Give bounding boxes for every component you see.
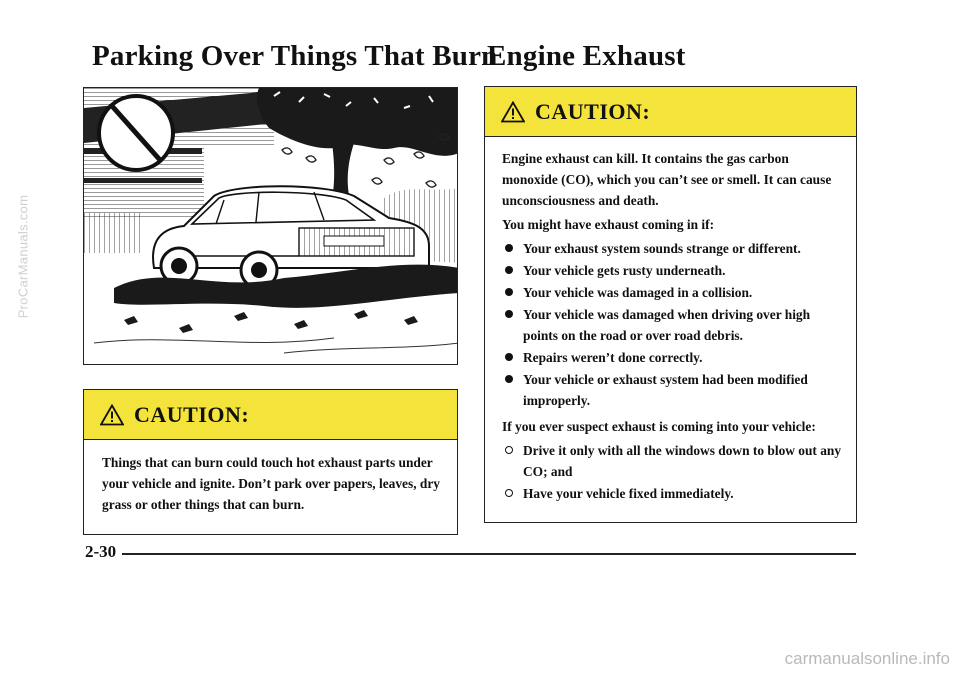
section-title-engine-exhaust: Engine Exhaust	[487, 40, 686, 72]
caution-label: CAUTION:	[134, 401, 250, 427]
caution-header	[485, 87, 856, 137]
caution-box-parking	[83, 389, 458, 535]
footer-watermark: carmanualsonline.info	[784, 649, 950, 668]
prohibition-icon	[99, 96, 173, 170]
bullet-icon	[505, 244, 513, 252]
list2-lead: If you ever suspect exhaust is coming into your vehicle:	[502, 419, 816, 434]
exhaust-action-list	[502, 440, 846, 504]
section-title-parking: Parking Over Things That Burn	[92, 40, 498, 72]
caution-header	[84, 390, 457, 440]
bullet-icon	[505, 489, 513, 497]
list-item: Have your vehicle fixed immediately.	[502, 483, 846, 504]
bullet-icon	[505, 353, 513, 361]
bullet-icon	[505, 446, 513, 454]
parked-car-over-leaves-illustration	[83, 87, 458, 365]
page-number: 2-30	[85, 542, 117, 561]
warning-triangle-icon	[501, 101, 525, 123]
list1-lead: You might have exhaust coming in if:	[502, 217, 715, 232]
bullet-icon	[505, 375, 513, 383]
bullet-icon	[505, 288, 513, 296]
warning-triangle-icon	[100, 404, 124, 426]
list-item: Your vehicle was damaged in a collision.	[502, 282, 846, 303]
side-watermark: ProCarManuals.com	[15, 194, 31, 319]
list-item: Your vehicle gets rusty underneath.	[502, 260, 846, 281]
exhaust-symptom-list	[502, 238, 846, 411]
list-item: Your vehicle or exhaust system had been modified improperly.	[502, 369, 846, 411]
exhaust-intro: Engine exhaust can kill. It contains the gas carbon monoxide (CO), which you can’t see or smell. It can cause unconsciousness and death.	[502, 151, 832, 208]
list-item: Your exhaust system sounds strange or different.	[502, 238, 846, 259]
page-footer-rule	[122, 553, 856, 555]
caution-text-parking: Things that can burn could touch hot exhaust parts under your vehicle and ignite. Don’t park over papers, leaves, dry grass or other things that can burn.	[102, 455, 440, 512]
bullet-icon	[505, 310, 513, 318]
caution-label: CAUTION:	[535, 98, 651, 124]
caution-box-exhaust	[484, 86, 857, 523]
list-item: Repairs weren’t done correctly.	[502, 347, 846, 368]
list-item: Your vehicle was damaged when driving over high points on the road or over road debris.	[502, 304, 846, 346]
bullet-icon	[505, 266, 513, 274]
list-item: Drive it only with all the windows down to blow out any CO; and	[502, 440, 846, 482]
